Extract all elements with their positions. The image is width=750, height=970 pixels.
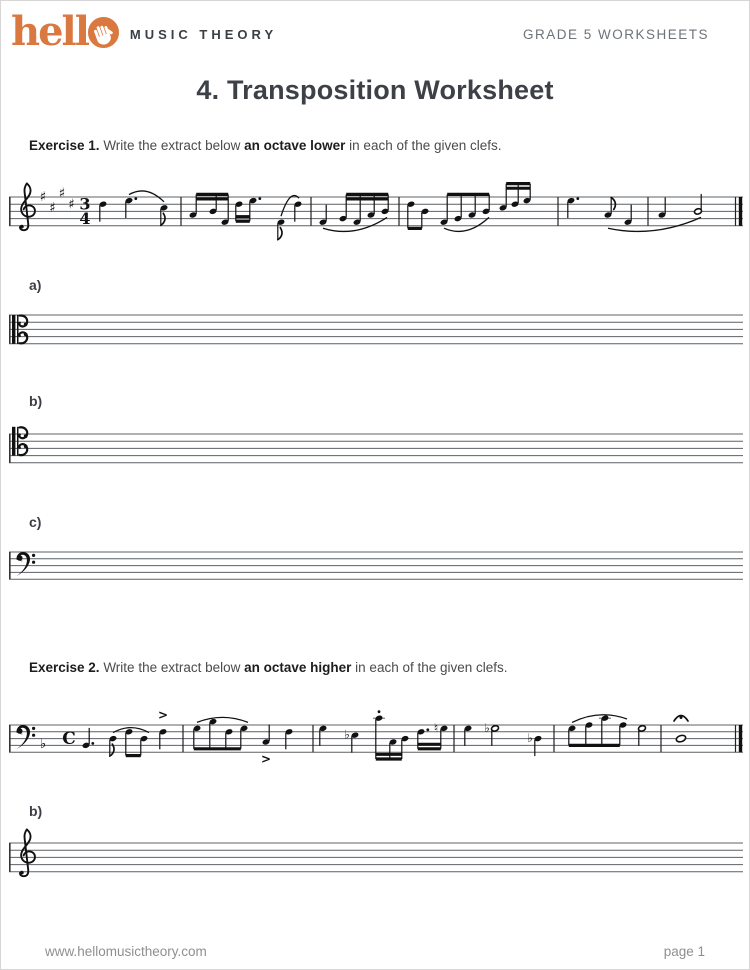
treble-clef-glyph: [20, 184, 35, 231]
svg-text:♭: ♭: [344, 727, 350, 742]
exercise1-answer-c-staff-bass-clef: [1, 536, 749, 594]
footer: [45, 944, 705, 959]
svg-text:♯: ♯: [49, 200, 56, 216]
svg-text:4: 4: [79, 209, 91, 229]
exercise2-answer-b-staff-treble-clef: [1, 827, 749, 885]
exercise2-extract-staff: [1, 691, 749, 787]
footer-page-number: page 1: [663, 944, 705, 959]
treble-clef-glyph: [20, 830, 35, 877]
svg-text:>: >: [260, 752, 272, 767]
exercise2-label: Exercise 2.: [29, 660, 100, 675]
grade-worksheets-label: GRADE 5 WORKSHEETS: [522, 27, 709, 42]
header: [1, 1, 749, 55]
svg-text:♭: ♭: [484, 720, 490, 735]
hello-music-theory-logo: [11, 8, 278, 55]
page-title: 4. Transposition Worksheet: [196, 75, 554, 105]
exercise2-instructions: Exercise 2. Write the extract below an octave higher in each of the given clefs.: [29, 660, 508, 675]
exercise1-extract-staff: [1, 163, 749, 259]
svg-text:♯: ♯: [68, 196, 75, 213]
exercise1-label: Exercise 1.: [29, 138, 100, 153]
exercise1-answer-b-label: b): [29, 393, 43, 409]
exercise1-answer-a-label: a): [29, 277, 42, 293]
svg-text:♯: ♯: [39, 189, 47, 206]
logo-text: hell: [11, 8, 88, 55]
svg-text:♮: ♮: [433, 720, 439, 735]
exercise1-answer-a-staff-alto-clef: [1, 299, 749, 357]
waving-hand-icon: [87, 16, 120, 54]
svg-text:3: 3: [79, 194, 91, 214]
exercise1-instructions: Exercise 1. Write the extract below an octave lower in each of the given clefs.: [29, 138, 502, 153]
svg-text:C: C: [62, 729, 76, 750]
svg-text:♯: ♯: [58, 185, 66, 202]
exercise2-answer-b-label: b): [29, 803, 43, 819]
exercise1-answer-b-staff-tenor-clef: [1, 418, 749, 476]
logo-subtext: MUSIC THEORY: [129, 26, 278, 42]
svg-text:♭: ♭: [527, 731, 533, 746]
svg-text:♭: ♭: [39, 735, 47, 752]
exercise1-answer-c-label: c): [29, 514, 42, 530]
footer-website: www.hellomusictheory.com: [45, 944, 207, 959]
svg-text:>: >: [157, 708, 169, 722]
